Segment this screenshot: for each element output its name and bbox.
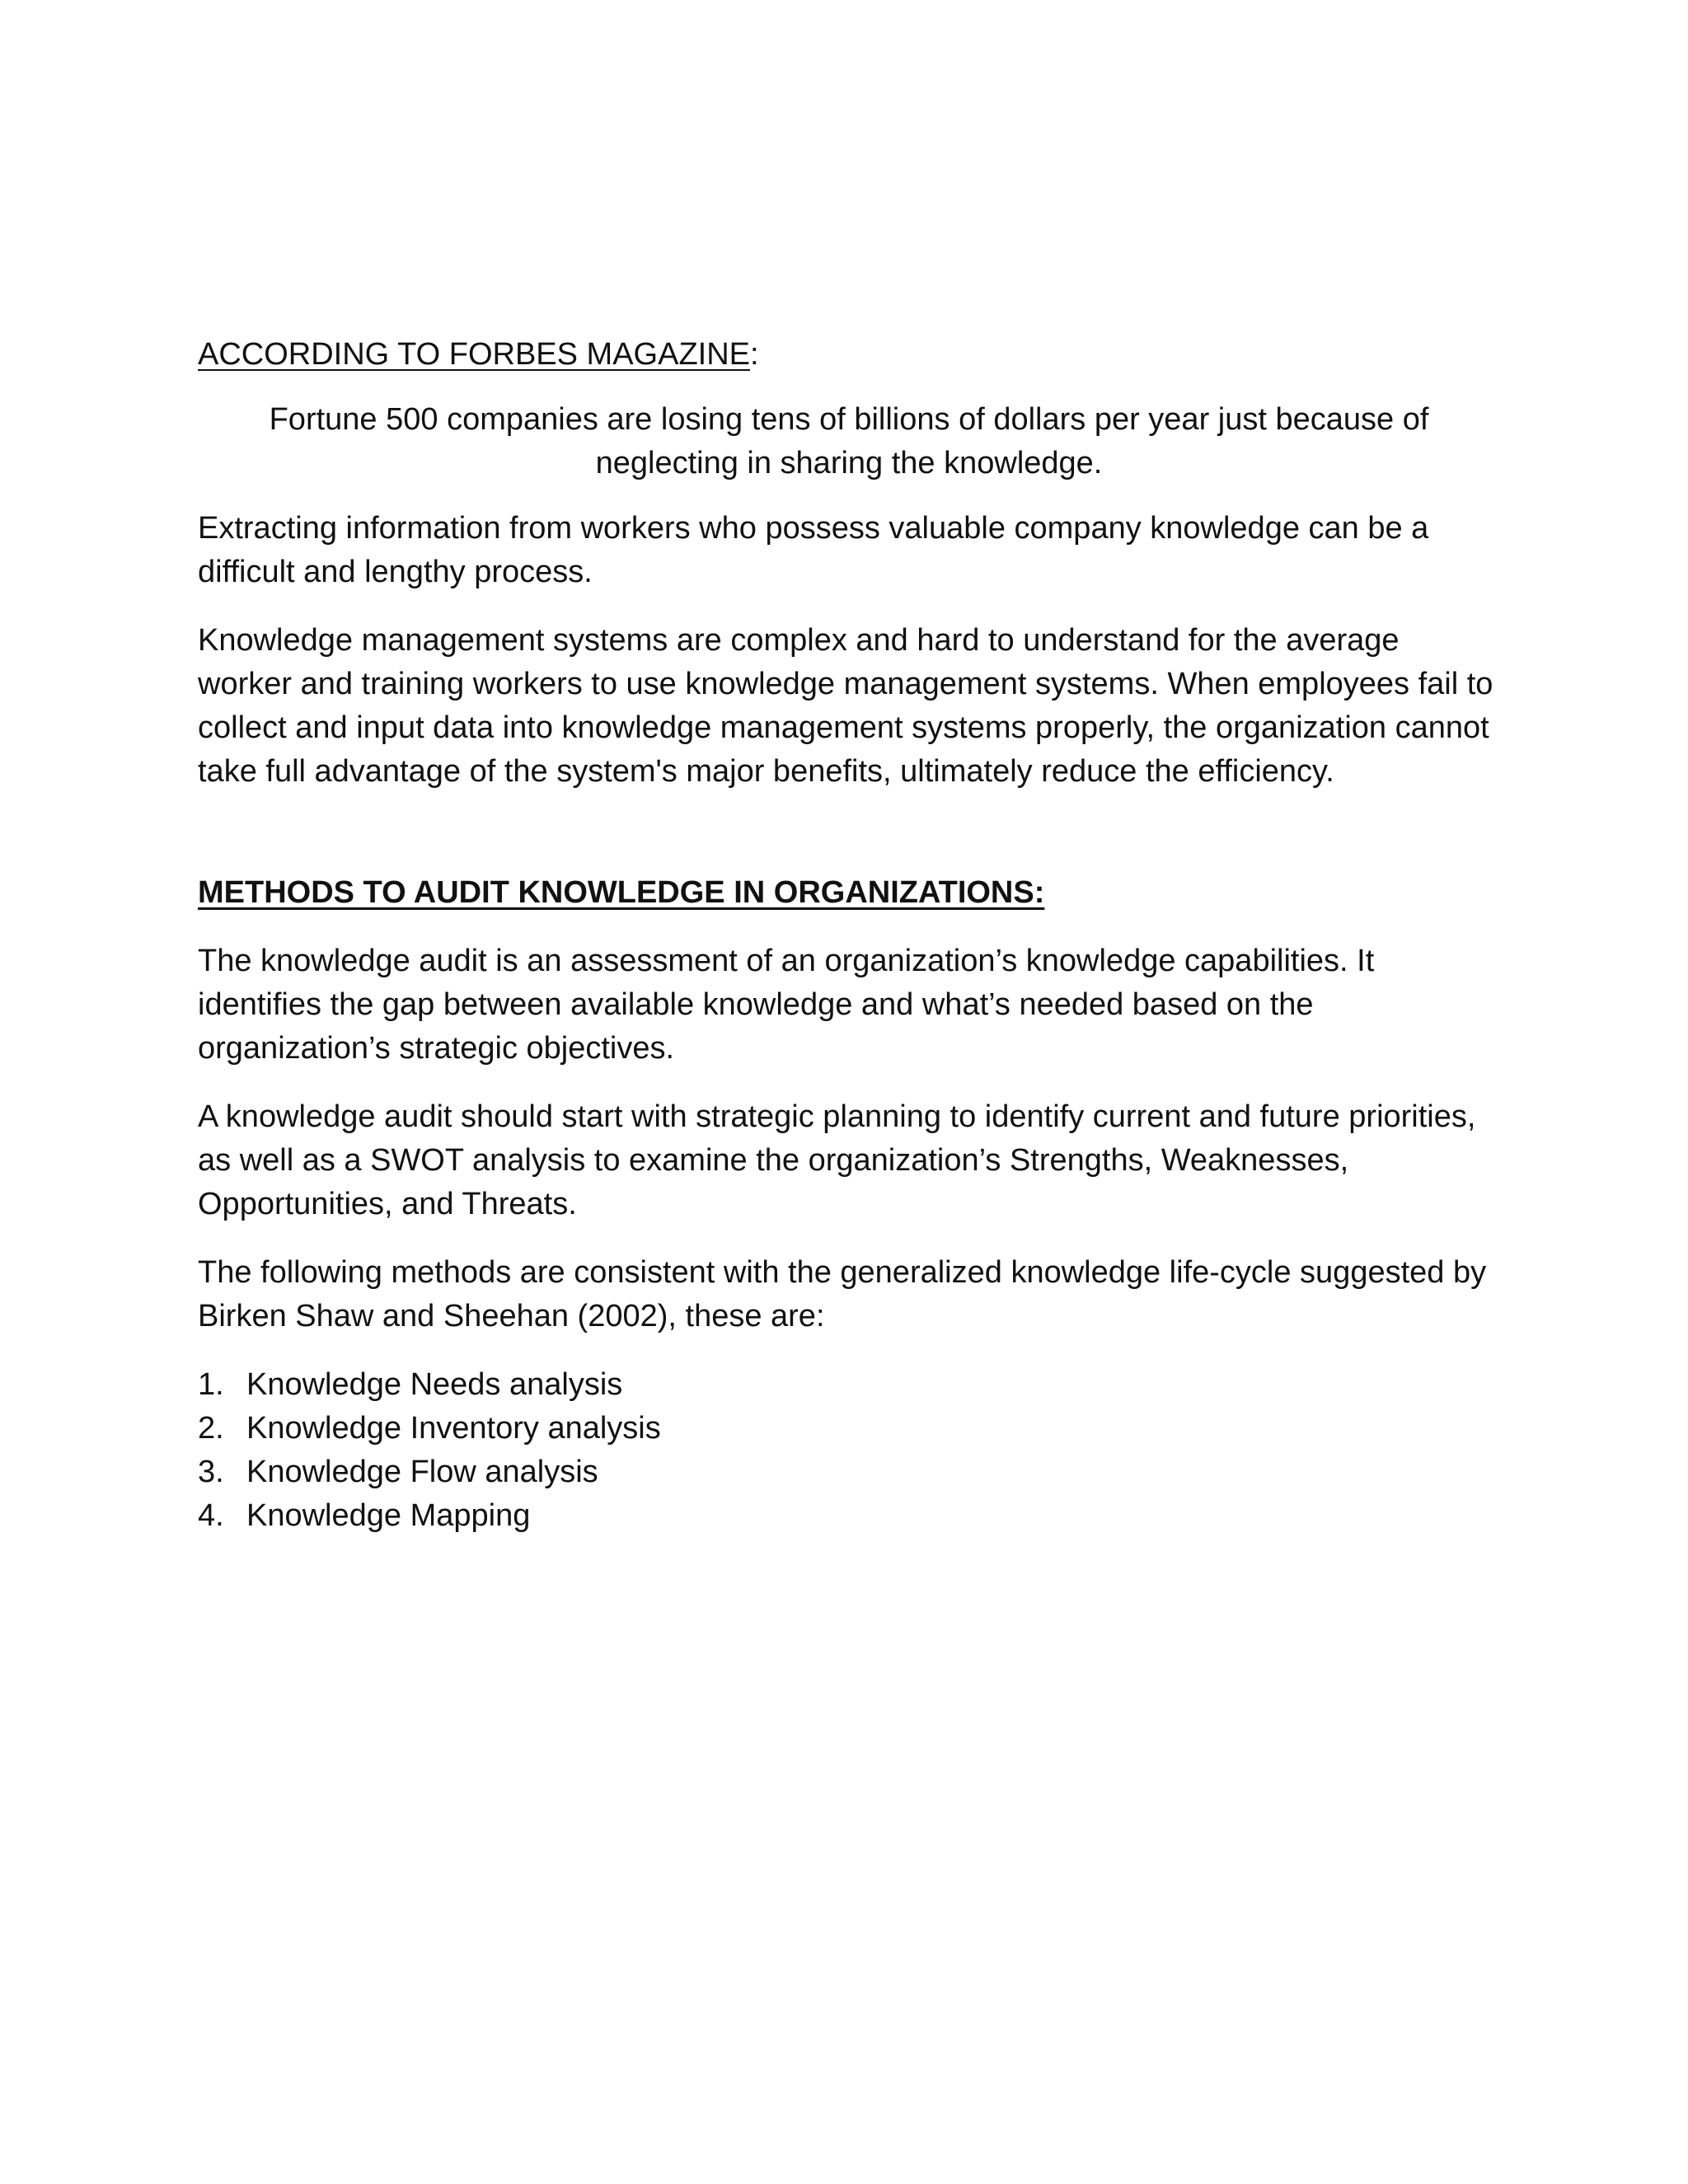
- methods-list: [198, 1363, 1500, 1538]
- paragraph-extracting: Extracting information from workers who possess valuable company knowledge can be a difficult and lengthy process.: [198, 511, 1429, 589]
- methods-heading: [198, 871, 1500, 915]
- paragraph-swot: A knowledge audit should start with strategic planning to identify current and future priorities, as well as a SWOT analysis to examine the organization’s Strengths, Weaknesses, Opportunities, and Threats.: [198, 1099, 1476, 1221]
- list-item: [198, 1494, 1500, 1538]
- list-item: [198, 1407, 1500, 1451]
- list-item-text: Knowledge Inventory analysis: [246, 1411, 661, 1446]
- forbes-quote: Fortune 500 companies are losing tens of billions of dollars per year just because of neglecting in sharing the knowledge.: [269, 402, 1429, 480]
- paragraph-life-cycle: The following methods are consistent with the generalized knowledge life-cycle suggested by Birken Shaw and Sheehan (2002), these are:: [198, 1255, 1487, 1333]
- list-item-number: 3.: [198, 1455, 224, 1489]
- forbes-heading-text: ACCORDING TO FORBES MAGAZINE: [198, 337, 751, 372]
- forbes-heading-colon: :: [750, 337, 759, 372]
- page-content: [198, 333, 1500, 1538]
- list-item-text: Knowledge Mapping: [246, 1498, 531, 1533]
- list-item: [198, 1451, 1500, 1494]
- section-spacer: [198, 818, 1500, 871]
- methods-heading-text: METHODS TO AUDIT KNOWLEDGE IN ORGANIZATIONS:: [198, 875, 1045, 910]
- list-item-text: Knowledge Flow analysis: [246, 1455, 598, 1489]
- list-item-number: 1.: [198, 1367, 224, 1402]
- list-item-number: 4.: [198, 1498, 224, 1533]
- list-item-text: Knowledge Needs analysis: [246, 1367, 623, 1402]
- paragraph-km-systems: Knowledge management systems are complex and hard to understand for the average worker and training workers to use knowledge management systems. When employees fail to collect and input data into knowledge management systems properly, the organization cannot take full advantage of the system's major benefits, ultimately reduce the efficiency.: [198, 623, 1493, 789]
- forbes-heading: [198, 333, 1500, 377]
- list-item-number: 2.: [198, 1411, 224, 1446]
- list-item: [198, 1363, 1500, 1407]
- paragraph-knowledge-audit: The knowledge audit is an assessment of an organization’s knowledge capabilities. It identifies the gap between available knowledge and what’s needed based on the organization’s strategic objectives.: [198, 944, 1375, 1066]
